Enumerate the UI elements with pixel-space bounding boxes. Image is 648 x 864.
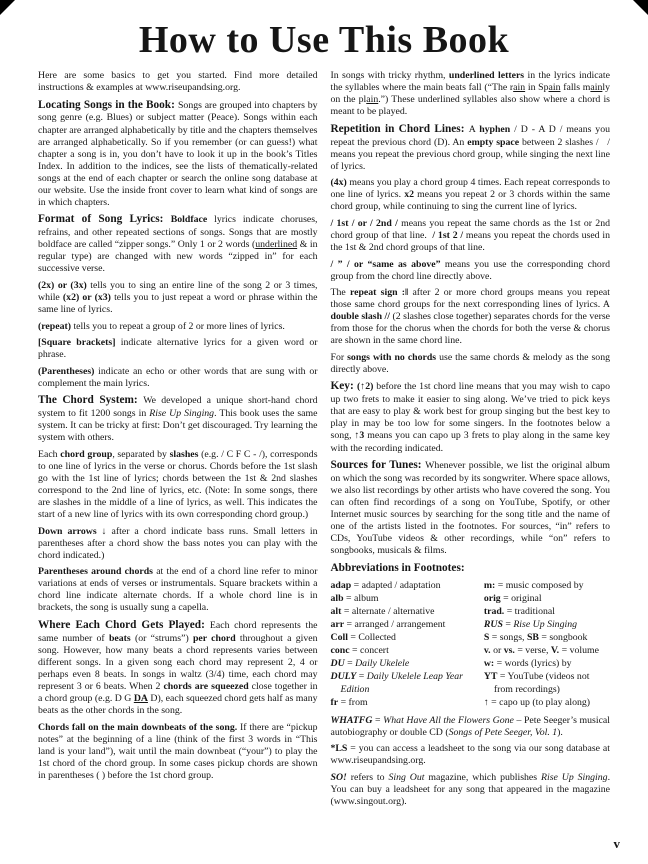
abbreviation-row: alb = album: [330, 593, 379, 605]
para-sources-for-tunes: Sources for Tunes: Whenever possible, we list the original album on which the song was recorded by its songwriter. Where space allows, we also list recordings by other artists who have covered the song. You can often find recordings of a song on YouTube, Spotify, or other Internet music sources by searching for the song title and the name of one of the artists listed in the footnotes. For sources, “in” refers to CDs, YouTube videos & other recordings, while “on” refers to songbooks, musicals & films.: [330, 459, 610, 557]
para-no-chords: For songs with no chords use the same chords & melody as the song directly above.: [330, 351, 610, 375]
abbreviation-row: DU = Daily Ukelele: [330, 658, 410, 670]
para-1st-2nd: / 1st / or / 2nd / means you repeat the same chords as the 1st or 2nd chord group of that line. / 1st 2 / means you repeat the chords used in the 1st & 2nd chord groups of that line.: [330, 217, 610, 253]
abbreviation-row: Coll = Collected: [330, 632, 396, 644]
abbreviations-column-2: [484, 580, 610, 709]
para-tricky-rhythm: In songs with tricky rhythm, underlined letters in the lyrics indicate the syllables where the main beats fall (“The rain in Spain falls mainly on the plain.”) These underlined syllables also show where a chord is meant to be played.: [330, 70, 610, 118]
abbreviations-column-1: [331, 580, 476, 709]
page-number: v: [613, 836, 620, 851]
note-whatfg: WHATFG = What Have All the Flowers Gone – Pete Seeger’s musical autobiography or double CD (Songs of Pete Seeger, Vol. 1).: [330, 714, 610, 738]
abbreviation-row: fr = from: [330, 696, 368, 708]
abbreviation-row: arr = arranged / arrangement: [330, 619, 446, 631]
abbreviations-table: [331, 580, 611, 709]
abbreviation-row: S = songs, SB = songbook: [483, 632, 588, 644]
para-downbeats: Chords fall on the main downbeats of the song. If there are “pickup notes” at the beginning of a line (think of the first 3 words in “This land is your land”), wait until the main downbeat (“your”) to play the 1st chord of the chord group. In some cases pickup chords are shown in parentheses ( ) before the 1st chord group.: [38, 721, 318, 781]
abbreviation-row: m: = music composed by: [483, 580, 584, 592]
para-where-chords-played: Where Each Chord Gets Played: Each chord represents the same number of beats (or “strums”) per chord throughout a given song. However, how many beats a chord represents varies between different songs. In a given song each chord may represent 2, 4 or perhaps even 8 beats. In songs in waltz (3/4) time, each chord may represent 3 or 6 beats. When 2 chords are squeezed close together in a chord group (e.g. D G DA D), each squeezed chord gets half as many beats as the other chords in the song.: [38, 618, 318, 717]
para-chord-system: The Chord System: We developed a unique short-hand chord system to fit 1200 songs in Rise Up Singing. This book uses the same system. It can be tricky at first: Don’t get discouraged. Try learning the system with others.: [38, 394, 318, 444]
abbreviation-row: orig = original: [483, 593, 542, 605]
abbreviation-row: YT = YouTube (videos not from recordings): [483, 671, 590, 695]
para-parentheses: (Parentheses) indicate an echo or other words that are sung with or complement the main lyrics.: [38, 365, 318, 389]
right-column: [331, 70, 611, 808]
abbreviation-row: DULY = Daily Ukelele Leap Year Edition: [330, 671, 463, 695]
para-intro: Here are some basics to get you started. Find more detailed instructions & examples at www.riseupandsing.org.: [38, 70, 318, 94]
abbreviation-row: trad. = traditional: [483, 606, 555, 618]
corner-triangle-left: [0, 0, 15, 15]
para-4x: (4x) means you play a chord group 4 times. Each repeat corresponds to one line of lyrics. x2 means you repeat 2 or 3 chords within the same chord group, while continuing to sing the current line of lyrics.: [330, 177, 611, 213]
content-columns: [0, 70, 648, 808]
para-down-arrows: Down arrows ↓ after a chord indicate bass runs. Small letters in parentheses after a chord show the bass notes you can play with the chord indicated.): [38, 525, 318, 561]
para-key: Key: (↑2) before the 1st chord line means that you may wish to capo up two frets to make it easier to sing along. We’ve tried to pick keys that are easy to play & work best for group singing but the best key to play in may be too low for some singers. In the footnotes below a song, ↑3 means you can capo up 3 frets to play along in the same key with the recording indicated.: [330, 380, 610, 454]
para-locating-songs: Locating Songs in the Book: Songs are grouped into chapters by song genre (e.g. Blues) or subject matter (Peace). Songs within each chapter are arranged alphabetically by title and the chapters themselves are arranged alphabetically. So if you remember (or can guess!) what chapter a song is in, you don’t have to look it up in the book’s Titles Index. In addition to the indices, see the lists of thematically-related songs at the end of each chapter or search the online song database at our website. Use the inside front cover to learn what kind of songs are in which chapters.: [38, 98, 318, 208]
para-repetition-chord-lines: Repetition in Chord Lines: A hyphen / D - A D / means you repeat the previous chord (D). An empty space between 2 slashes / / means you repeat the previous chord group, while singing the next line of lyrics.: [330, 122, 611, 172]
abbreviation-row: ↑ = capo up (to play along): [483, 696, 591, 708]
note-sing-out: SO! refers to Sing Out magazine, which publishes Rise Up Singing. You can buy a leadsheet for any song that appeared in the magazine (www.singout.org).: [330, 771, 611, 807]
para-repeat-sign: The repeat sign :‖ after 2 or more chord groups means you repeat those same chord groups for the next corresponding lines of lyrics. A double slash // (2 slashes close together) separates chords for the verse from those for the chorus when the chords for both the verse & chorus are shown in the same chord line.: [330, 287, 610, 347]
para-parentheses-around-chords: Parentheses around chords at the end of a chord line refer to minor variations at ends of verses or instrumentals. Square brackets within a chord line indicate alternate chords. If a whole chord line is in brackets, the song is usually sung a capella.: [38, 566, 318, 614]
para-same-as-above: / ” / or “same as above” means you use the corresponding chord group from the chord line directly above.: [330, 258, 610, 282]
left-column: [38, 70, 318, 808]
abbreviation-row: w: = words (lyrics) by: [483, 658, 572, 670]
abbreviation-row: conc = concert: [330, 645, 389, 657]
para-chord-group: Each chord group, separated by slashes (e.g. / C F C - /), corresponds to one line of lyrics in the verse or chorus. Chords before the 1st slash go with the 1st line of lyrics; chords between the 1st & 2nd slashes correspond to the 2nd line of lyrics, etc. (Note: In some songs, there are slashes in the middle of a line of lyrics, as well. This indicates the start of a new line of lyrics with its own corresponding chord group.): [38, 448, 318, 521]
para-repeat: (repeat) tells you to repeat a group of 2 or more lines of lyrics.: [38, 320, 285, 332]
note-leadsheet: *LS = you can access a leadsheet to the song via our song database at www.riseupandsing.org.: [330, 743, 610, 767]
corner-triangle-right: [633, 0, 648, 15]
para-format-of-lyrics: Format of Song Lyrics: Boldface lyrics indicate choruses, refrains, and other repeated sections of songs. Songs that are mostly boldface are called “zipper songs.” Only 1 or 2 words (underlined & in regular type) are changed with new words “zipped in” for each successive verse.: [38, 213, 318, 275]
abbreviation-row: RUS = Rise Up Singing: [483, 619, 578, 631]
abbreviation-row: adap = adapted / adaptation: [330, 580, 441, 592]
page-title: How to Use This Book: [138, 19, 510, 61]
abbreviations-heading: Abbreviations in Footnotes:: [330, 561, 465, 574]
para-square-brackets: [Square brackets] indicate alternative lyrics for a given word or phrase.: [38, 337, 318, 361]
para-2x-3x: (2x) or (3x) tells you to sing an entire line of the song 2 or 3 times, while (x2) or (x3) tells you to just repeat a word or phrase within the same line of lyrics.: [38, 279, 318, 316]
abbreviation-row: v. or vs. = verse, V. = volume: [483, 645, 599, 657]
abbreviation-row: alt = alternate / alternative: [330, 606, 435, 618]
